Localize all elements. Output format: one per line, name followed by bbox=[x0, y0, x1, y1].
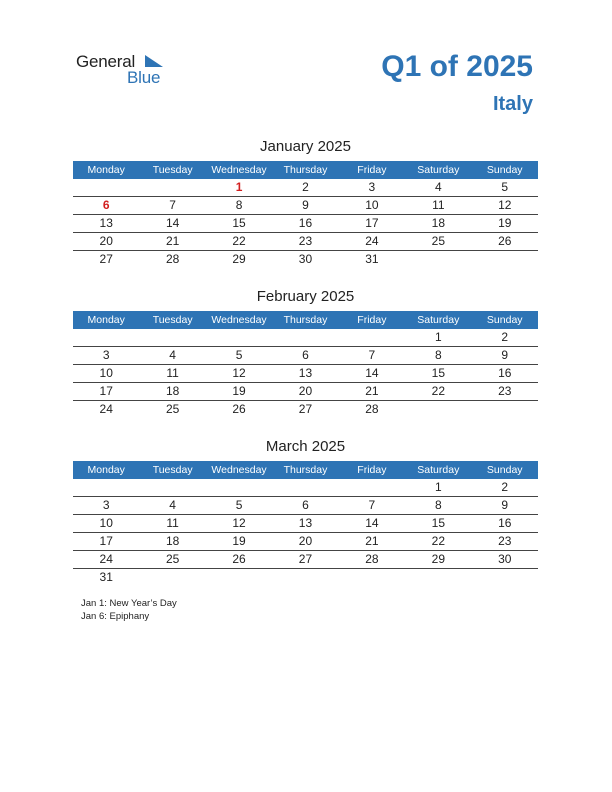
day-cell: 12 bbox=[498, 198, 512, 212]
day-cell: 13 bbox=[298, 516, 313, 530]
week-row bbox=[73, 179, 538, 197]
day-cell: 14 bbox=[365, 516, 379, 530]
weekday-label: Sunday bbox=[486, 464, 523, 476]
day-cell: 4 bbox=[169, 348, 176, 362]
day-cell: 11 bbox=[166, 366, 179, 380]
day-cell: 19 bbox=[232, 534, 246, 548]
day-cell: 7 bbox=[169, 198, 176, 212]
weekday-label: Wednesday bbox=[211, 464, 267, 476]
weekday-label: Saturday bbox=[417, 164, 460, 176]
day-cell: 11 bbox=[432, 198, 445, 212]
day-cell: 28 bbox=[165, 252, 180, 266]
day-cell bbox=[272, 329, 338, 346]
week-row bbox=[73, 533, 538, 551]
day-cell: 24 bbox=[99, 402, 113, 416]
day-cell: 26 bbox=[498, 234, 512, 248]
logo-triangle-icon bbox=[145, 55, 163, 67]
weekday-label: Saturday bbox=[417, 464, 460, 476]
day-cell: 3 bbox=[102, 348, 110, 362]
day-cell: 12 bbox=[232, 366, 246, 380]
quarter-title: Q1 of 2025 bbox=[381, 50, 533, 83]
day-cell: 21 bbox=[365, 534, 379, 548]
day-cell: 28 bbox=[365, 552, 379, 566]
day-cell: 1 bbox=[235, 180, 243, 194]
weekday-header-row bbox=[73, 311, 538, 329]
day-cell bbox=[405, 569, 471, 586]
day-cell: 6 bbox=[102, 198, 110, 212]
week-row bbox=[73, 497, 538, 515]
day-cell: 31 bbox=[365, 252, 379, 266]
day-cell: 8 bbox=[235, 198, 243, 212]
day-cell: 28 bbox=[365, 402, 379, 416]
day-cell: 8 bbox=[434, 348, 442, 362]
day-cell: 11 bbox=[166, 516, 179, 530]
week-row bbox=[73, 551, 538, 569]
weekday-label: Monday bbox=[87, 464, 125, 476]
day-cell bbox=[206, 479, 272, 496]
day-cell: 6 bbox=[302, 348, 309, 362]
day-cell: 21 bbox=[365, 384, 379, 398]
weekday-label: Wednesday bbox=[211, 314, 267, 326]
day-cell: 27 bbox=[99, 252, 113, 266]
month-title: January 2025 bbox=[260, 138, 351, 155]
day-cell: 7 bbox=[368, 498, 376, 512]
month-title: February 2025 bbox=[256, 288, 355, 305]
day-cell: 18 bbox=[165, 384, 180, 398]
day-cell bbox=[405, 401, 471, 418]
day-cell bbox=[206, 569, 272, 586]
brand-logo bbox=[76, 52, 176, 92]
day-cell bbox=[73, 329, 139, 346]
weekday-label: Sunday bbox=[486, 164, 523, 176]
day-cell: 18 bbox=[165, 534, 180, 548]
day-cell: 8 bbox=[434, 498, 442, 512]
country-title: Italy bbox=[492, 93, 533, 115]
day-cell bbox=[339, 569, 405, 586]
day-cell: 26 bbox=[232, 402, 246, 416]
day-cell: 17 bbox=[365, 216, 379, 230]
holiday-item: Jan 6: Epiphany bbox=[81, 611, 150, 622]
day-cell bbox=[206, 329, 272, 346]
weekday-label: Thursday bbox=[283, 164, 328, 176]
day-cell: 19 bbox=[232, 384, 246, 398]
day-cell: 5 bbox=[235, 498, 243, 512]
week-row bbox=[73, 329, 538, 347]
day-cell bbox=[139, 179, 205, 196]
day-cell: 15 bbox=[431, 516, 445, 530]
week-row bbox=[73, 233, 538, 251]
day-cell: 20 bbox=[298, 384, 313, 398]
day-cell: 17 bbox=[99, 534, 113, 548]
weekday-label: Friday bbox=[357, 314, 387, 326]
day-cell bbox=[272, 569, 338, 586]
weekday-label: Saturday bbox=[417, 314, 460, 326]
day-cell: 14 bbox=[365, 366, 379, 380]
weekday-label: Sunday bbox=[486, 314, 523, 326]
day-cell: 12 bbox=[232, 516, 246, 530]
day-cell: 23 bbox=[498, 534, 512, 548]
week-row bbox=[73, 365, 538, 383]
logo-text-general: General bbox=[76, 52, 136, 71]
day-cell: 7 bbox=[368, 348, 376, 362]
week-row bbox=[73, 383, 538, 401]
day-cell bbox=[405, 251, 471, 268]
weekday-label: Thursday bbox=[283, 314, 328, 326]
day-cell: 9 bbox=[501, 498, 509, 512]
week-row bbox=[73, 479, 538, 497]
day-cell: 29 bbox=[232, 252, 246, 266]
month-calendar-january bbox=[73, 136, 538, 268]
day-cell: 22 bbox=[232, 234, 246, 248]
weekday-label: Monday bbox=[87, 164, 125, 176]
holiday-list bbox=[81, 597, 177, 623]
month-calendar-march bbox=[73, 436, 538, 586]
day-cell bbox=[139, 329, 205, 346]
week-row bbox=[73, 215, 538, 233]
day-cell: 25 bbox=[431, 234, 445, 248]
weekday-label: Monday bbox=[87, 314, 125, 326]
day-cell: 27 bbox=[298, 402, 313, 416]
weekday-label: Tuesday bbox=[152, 314, 193, 326]
day-cell: 30 bbox=[298, 252, 313, 266]
day-cell bbox=[139, 569, 205, 586]
day-cell: 3 bbox=[102, 498, 110, 512]
day-cell bbox=[73, 479, 139, 496]
day-cell: 25 bbox=[165, 552, 180, 566]
weekday-label: Friday bbox=[357, 464, 387, 476]
day-cell: 27 bbox=[298, 552, 313, 566]
day-cell: 23 bbox=[498, 384, 512, 398]
day-cell: 1 bbox=[434, 330, 442, 344]
day-cell: 10 bbox=[365, 198, 379, 212]
day-cell: 2 bbox=[501, 330, 509, 344]
holiday-item: Jan 1: New Year’s Day bbox=[81, 598, 177, 609]
day-cell: 1 bbox=[434, 480, 442, 494]
day-cell: 20 bbox=[99, 234, 113, 248]
weekday-label: Thursday bbox=[283, 464, 328, 476]
day-cell: 24 bbox=[365, 234, 379, 248]
day-cell: 16 bbox=[298, 216, 313, 230]
day-cell: 19 bbox=[498, 216, 512, 230]
day-cell: 25 bbox=[165, 402, 180, 416]
logo-text-blue: Blue bbox=[127, 68, 161, 87]
day-cell: 5 bbox=[501, 180, 509, 194]
week-row bbox=[73, 515, 538, 533]
day-cell: 30 bbox=[498, 552, 512, 566]
week-row bbox=[73, 569, 538, 586]
week-row bbox=[73, 347, 538, 365]
day-cell: 31 bbox=[99, 570, 113, 584]
day-cell: 10 bbox=[99, 366, 113, 380]
day-cell: 6 bbox=[302, 498, 309, 512]
day-cell: 23 bbox=[298, 234, 313, 248]
day-cell: 22 bbox=[431, 384, 445, 398]
month-title: March 2025 bbox=[265, 438, 346, 455]
weekday-label: Tuesday bbox=[152, 464, 193, 476]
weekday-header-row bbox=[73, 161, 538, 179]
day-cell: 2 bbox=[302, 180, 309, 194]
day-cell: 4 bbox=[434, 180, 442, 194]
day-cell: 4 bbox=[169, 498, 176, 512]
weekday-header-row bbox=[73, 461, 538, 479]
day-cell bbox=[472, 401, 538, 418]
day-cell: 17 bbox=[99, 384, 113, 398]
month-calendar-february bbox=[73, 286, 538, 418]
day-cell bbox=[73, 179, 139, 196]
weekday-label: Tuesday bbox=[152, 164, 193, 176]
day-cell: 29 bbox=[431, 552, 445, 566]
day-cell bbox=[472, 251, 538, 268]
day-cell: 22 bbox=[431, 534, 445, 548]
day-cell: 26 bbox=[232, 552, 246, 566]
day-cell: 9 bbox=[501, 348, 509, 362]
day-cell bbox=[339, 329, 405, 346]
day-cell: 20 bbox=[298, 534, 313, 548]
day-cell bbox=[339, 479, 405, 496]
day-cell: 10 bbox=[99, 516, 113, 530]
day-cell: 21 bbox=[165, 234, 180, 248]
day-cell: 15 bbox=[431, 366, 445, 380]
day-cell bbox=[272, 479, 338, 496]
day-cell: 24 bbox=[99, 552, 113, 566]
day-cell: 15 bbox=[232, 216, 246, 230]
day-cell: 16 bbox=[498, 366, 512, 380]
day-cell: 9 bbox=[302, 198, 309, 212]
day-cell: 13 bbox=[298, 366, 313, 380]
day-cell: 3 bbox=[368, 180, 376, 194]
day-cell: 5 bbox=[235, 348, 243, 362]
week-row bbox=[73, 251, 538, 268]
day-cell: 18 bbox=[431, 216, 445, 230]
day-cell: 14 bbox=[165, 216, 180, 230]
day-cell bbox=[139, 479, 205, 496]
day-cell bbox=[472, 569, 538, 586]
weekday-label: Friday bbox=[357, 164, 387, 176]
week-row bbox=[73, 197, 538, 215]
day-cell: 16 bbox=[498, 516, 512, 530]
day-cell: 2 bbox=[501, 480, 509, 494]
day-cell: 13 bbox=[99, 216, 113, 230]
week-row bbox=[73, 401, 538, 418]
weekday-label: Wednesday bbox=[211, 164, 267, 176]
